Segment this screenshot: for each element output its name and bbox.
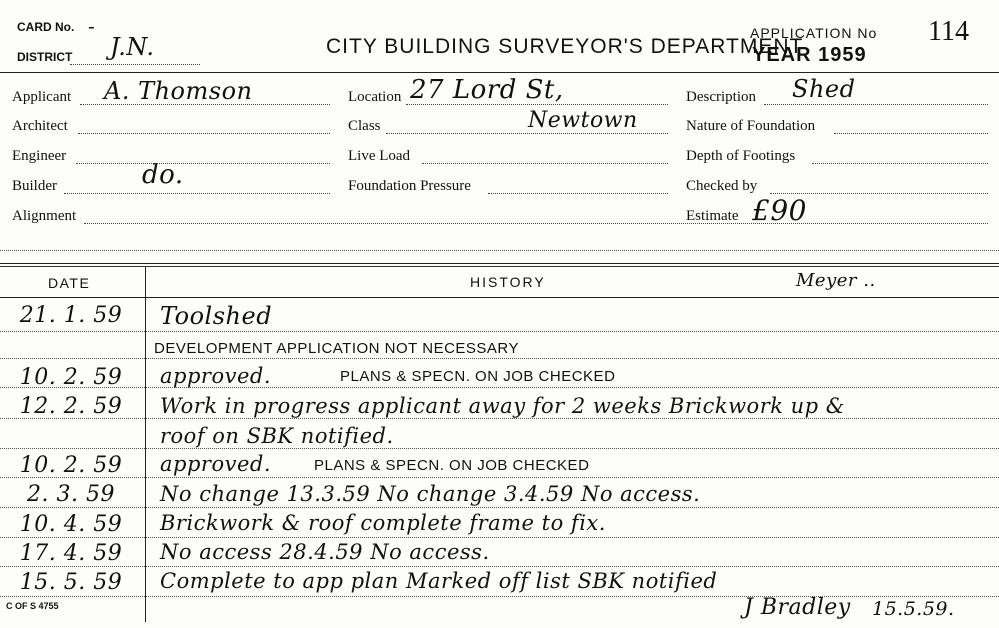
history-rule bbox=[0, 418, 999, 419]
class-label: Class bbox=[348, 118, 381, 134]
foundation-pressure-line bbox=[488, 193, 668, 194]
history-row-typed: DEVELOPMENT APPLICATION NOT NECESSARY bbox=[154, 340, 519, 357]
history-rule bbox=[0, 331, 999, 332]
history-row-date: 15. 5. 59 bbox=[19, 570, 123, 595]
engineer-line bbox=[76, 163, 330, 164]
alignment-label: Alignment bbox=[12, 208, 77, 224]
history-rule bbox=[0, 477, 999, 478]
architect-line bbox=[78, 133, 330, 134]
history-row-text: roof on SBK notified. bbox=[160, 424, 394, 448]
description-label: Description bbox=[686, 89, 756, 105]
history-row-text: Work in progress applicant away for 2 weeks Brickwork up & bbox=[160, 394, 845, 418]
fields-bottom-line bbox=[0, 250, 999, 251]
history-row-text: approved. bbox=[160, 452, 271, 476]
depth-line bbox=[812, 163, 988, 164]
builder-label: Builder bbox=[12, 178, 57, 194]
year-label: YEAR 1959 bbox=[752, 44, 867, 66]
location-value-2: Newtown bbox=[528, 108, 638, 133]
class-line bbox=[386, 133, 668, 134]
applicant-value: A. Thomson bbox=[104, 77, 253, 105]
district-label: DISTRICT bbox=[17, 50, 73, 64]
form-code: C OF S 4755 bbox=[6, 601, 59, 611]
history-header-divider bbox=[0, 297, 999, 298]
application-number: 114 bbox=[928, 16, 969, 47]
margin-note: Meyer .. bbox=[796, 270, 876, 291]
history-rule bbox=[0, 387, 999, 388]
engineer-label: Engineer bbox=[12, 148, 67, 164]
history-rule bbox=[0, 537, 999, 538]
history-row-text: No access 28.4.59 No access. bbox=[160, 540, 490, 564]
history-row-date: 10. 2. 59 bbox=[19, 453, 123, 478]
history-row-typed: PLANS & SPECN. ON JOB CHECKED bbox=[314, 457, 590, 474]
builder-line bbox=[64, 193, 330, 194]
history-row-date: 21. 1. 59 bbox=[19, 303, 123, 328]
department-title: CITY BUILDING SURVEYOR'S DEPARTMENT bbox=[326, 35, 804, 58]
history-rule bbox=[0, 566, 999, 567]
alignment-line bbox=[84, 223, 988, 224]
live-load-line bbox=[422, 163, 668, 164]
estimate-label: Estimate bbox=[686, 208, 739, 224]
location-label: Location bbox=[348, 89, 402, 105]
foundation-pressure-label: Foundation Pressure bbox=[348, 178, 471, 194]
history-row-date: 17. 4. 59 bbox=[19, 541, 123, 566]
history-row-text: No change 13.3.59 No change 3.4.59 No access. bbox=[160, 482, 701, 506]
description-value: Shed bbox=[792, 75, 856, 103]
live-load-label: Live Load bbox=[348, 148, 411, 164]
history-row-text: approved. bbox=[160, 364, 271, 388]
signature: J Bradley bbox=[744, 595, 851, 620]
history-divider-top bbox=[0, 263, 999, 264]
history-rule bbox=[0, 358, 999, 359]
history-row-typed: PLANS & SPECN. ON JOB CHECKED bbox=[340, 368, 616, 385]
card-no-label: CARD No. bbox=[17, 20, 75, 34]
district-line bbox=[70, 64, 200, 65]
nature-of-foundation-label: Nature of Foundation bbox=[686, 118, 816, 134]
architect-label: Architect bbox=[12, 118, 68, 134]
checked-by-label: Checked by bbox=[686, 178, 758, 194]
history-row-date: 10. 4. 59 bbox=[19, 512, 123, 537]
description-line bbox=[764, 104, 988, 105]
card-no-value: - bbox=[88, 14, 96, 38]
history-row-text: Brickwork & roof complete frame to fix. bbox=[160, 511, 606, 535]
history-row-text: Complete to app plan Marked off list SBK notified bbox=[160, 569, 718, 593]
district-value: J.N. bbox=[110, 33, 155, 61]
signature-date: 15.5.59. bbox=[872, 598, 955, 620]
date-column-header: DATE bbox=[48, 275, 91, 291]
date-column-divider bbox=[145, 266, 146, 622]
history-row-date: 2. 3. 59 bbox=[27, 482, 115, 507]
history-row-text: Toolshed bbox=[160, 302, 273, 330]
application-label: APPLICATION No bbox=[750, 25, 878, 41]
history-rule bbox=[0, 507, 999, 508]
estimate-value: £90 bbox=[752, 194, 807, 227]
history-divider-top-2 bbox=[0, 266, 999, 267]
applicant-label: Applicant bbox=[12, 89, 72, 105]
history-column-header: HISTORY bbox=[470, 274, 546, 290]
header-divider bbox=[0, 72, 999, 73]
history-row-date: 10. 2. 59 bbox=[19, 365, 123, 390]
history-rule bbox=[0, 448, 999, 449]
history-row-date: 12. 2. 59 bbox=[19, 394, 123, 419]
builder-value: do. bbox=[142, 160, 184, 190]
nature-line bbox=[834, 133, 988, 134]
location-value: 27 Lord St, bbox=[410, 75, 564, 105]
depth-of-footings-label: Depth of Footings bbox=[686, 148, 796, 164]
